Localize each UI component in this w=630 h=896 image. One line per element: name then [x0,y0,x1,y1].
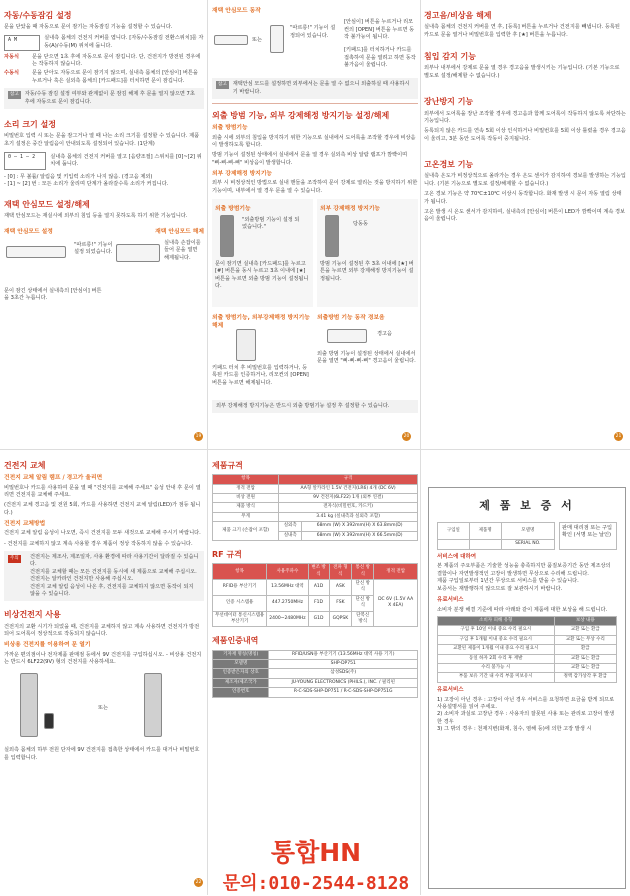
rf-cell: F1D [308,595,329,611]
rf-cell: 단복신 방식 [352,611,374,627]
off-a-label: 외출 방범기능, 외부강제해정 방지기능 해제 [212,314,313,330]
battery-t1: 비밀번호나 카드를 사용하여 문을 열 때 "건전지를 교체해 주세요" 음성 안내 후 문이 열리면 건전지를 교체해 주세요. [4,485,204,500]
auto-note: 자동/수동 잠김 설정 여부와 관계없이 문 잠김 해제 후 문을 열지 않으면 7초 후에 자동으로 문이 잠깁니다. [25,91,200,106]
sound-line-1: - [0] : 무 볼륨/ 알림음 및 키입력 소리가 나지 않음. (경고음 제외) [4,174,204,181]
cert-value: JU-YOUNG ELECTRONICS (PHILS.), INC. / 필리핀 [269,678,418,687]
page-21 [424,4,626,444]
rf-cell: FSK [329,595,352,611]
cert-list-title: 제품인증내역 [212,635,418,646]
service-3: 보증서는 재발행하지 않으므로 잘 보관하시기 바랍니다. [437,586,617,593]
heat-title: 고온경보 기능 [424,159,626,170]
prank-title: 장난방지 기능 [424,96,626,107]
rf-cell: 무선데이터 통신시스템용 부산기기 [213,611,267,627]
safe-mode-title: 재택 안심모드 설정/해제 [4,199,204,210]
safe-action-title: 재택 안심모드 동작 [212,7,418,15]
emergency-or: 또는 [98,705,108,712]
service-1: 본 제품의 주요부품은 기술한 성능을 충족하지만 품질보증기간 동안 제조상의 결함이나 자연발생적인 고장이 발생하면 무상으로 수리해 드립니다. [437,563,617,578]
paid-2: 2) 소비자 과실로 고장난 경우 : 사용자의 잘못된 사용 또는 관리로 고장이 발생한 경우 [437,711,617,726]
lock-image [325,215,339,257]
comp-cell: 교환 또는 환급 [554,654,616,663]
rf-cell: 단신 방식 [352,595,374,611]
paid-title: 유료서비스 [437,687,617,695]
cert-key: 모델명 [213,660,269,669]
bubble-b: 당동동 [353,221,368,228]
cert-value: R-C-SDS-SHP-DP751 / R-C-SDS-SHP-DP751G [269,688,418,697]
indoor-lock-image [214,35,248,45]
rf-cell: ASK [329,580,352,596]
safe-desc: 문이 잠긴 상태에서 실내측의 [안심이] 버튼을 3초간 누릅니다. [4,288,104,303]
rf-cell: 인증 시스템용 [213,595,267,611]
outing-h1: 외출 방범기능 [212,124,418,132]
bubble-a: "외출방범 기능이 설정 되었습니다." [242,217,302,232]
rf-cell: A1D [308,580,329,596]
spec-size-value: 68mm (W) X 392mm(H) X 63.8mm(D) [302,522,418,531]
img-b-label: 외부 강제해정 방지기능 [320,205,415,213]
prank-text: 외부에서 도어록을 장난 조작할 경우에 경고음과 함께 도어록이 작동하지 않도록 차단하는 기능입니다. [424,111,626,126]
cert-value: RFID/USN용 부산기기 (13.56MHz 대역 사용 기기) [269,650,418,659]
rf-head: 사용주파수 [267,564,308,580]
warning-2: 건전지를 교체할 때는 모든 건전지를 동시에 새 제품으로 교체해 주십시오. [30,569,200,576]
auto-lock-text: 문을 닫았을 때 자동으로 문이 잠기는 자동잠김 기능을 설정할 수 있습니다. [4,24,204,31]
safe-action-desc: [안심이] 버튼을 누르거나 리모컨의 [OPEN] 버튼을 누르면 동작 불가능이 됩니다. [344,19,416,41]
divider [0,449,630,450]
warranty-certificate [428,487,626,889]
caption-c: 키패드 터치 후 비밀번호를 입력하거나, 등록된 카드를 인증하거나, 리모컨의 [OPEN] 버튼을 누르면 해제됩니다. [212,365,312,387]
emergency-title: 비상건전지 사용 [4,609,204,620]
page-number-20: 20 [402,432,411,441]
page-22 [4,454,204,892]
keypad-image [236,329,256,361]
dealer-stamp: 판매 대리점 또는 구입 확인 (서명 또는 날인) [559,522,617,550]
spec-size-value: 68mm (W) X 392mm(H) X 66.5mm(D) [302,531,418,540]
comp-cell: 정액 감가상각 후 환급 [554,673,616,682]
warranty-head: 모델명 [501,522,554,540]
battery-title: 건전지 교체 [4,460,204,471]
divider [212,103,418,104]
off-b-label: 외출방범 기능 동작 경보음 [317,314,418,322]
divider [420,0,421,895]
battery-h2: 건전지 교체방법 [4,520,204,528]
rf-cell: RFID용 부산기기 [213,580,267,596]
comp-head: 보상 내용 [554,617,616,626]
emergency-text: 건전지의 교환 시기가 되었을 때, 건전지를 교체하지 않고 계속 사용하면 건전지가 방전되어 도어록이 정상적으로 작동되지 않습니다. [4,624,204,639]
emergency-h: 비상용 건전지를 이용하여 문 열기 [4,641,204,649]
lock-with-battery-image [20,673,38,737]
safe-action-desc-2: [키패드]를 터치하거나 카드를 접촉하여 문을 열려고 하면 동작 불가음이 울립니다. [344,47,416,69]
cert-key: 인증번호 [213,688,269,697]
cert-table [212,650,418,698]
spec-size-key: 실내측 [279,531,302,540]
spec-row-key: 제품 방식 [213,503,279,512]
rf-table [212,563,418,627]
cert-value: SHP-DP751 [269,660,418,669]
paid-1: 1) 고장이 아닌 경우 : 고장이 아닌 경우 서비스를 요청하면 요금을 받게 되므로 사용설명서를 읽어 주세요. [437,697,617,712]
outing-h2: 외부 강제해정 방지기능 [212,170,418,178]
comp-cell: 교환 또는 환급 [554,663,616,672]
page-20 [212,4,418,444]
battery-t1b: (건전지 교체 경고음 및 전원 5회, 카드를 사용하면 건전지 교체 알림(LED)가 점등 됩니다.) [4,502,204,517]
rf-title: RF 규격 [212,549,418,560]
spec-size-key: 실외측 [279,522,302,531]
safe-bubble: "따르릉!" 기능이 설정되어 있습니다. [290,25,338,40]
rf-head: 항목 [213,564,267,580]
divider [207,0,208,895]
comp-cell: 부품 보유 기간 내 수리 부품 미보유시 [438,673,555,682]
safe-bubble-2: 실내측 손잡이를 들어 문을 열면 해제됩니다. [164,240,204,262]
manual-value: 문을 닫아도 자동으로 문이 잠기지 않으며, 실내측 몸체의 [안심이] 버튼을 누르거나 혹은 실외측 몸체의 [카드패드]를 터치하면 문이 잠깁니다. [32,70,204,85]
auto-value: 문을 닫으면 1초 후에 자동으로 문이 잠깁니다. 단, 건전지가 방전된 경우에는 작동하지 않습니다. [32,54,204,69]
warranty-info-table [437,522,555,550]
sound-title: 소리 크기 설정 [4,119,204,130]
warning-1: 건전지는 제조사, 제조일자, 사용 환경에 따라 사용기간이 달라질 수 있습니다. [30,554,200,569]
spec-size-label: 제품 크기 (손잡이 포함) [213,522,279,541]
note-tag: 참고 [8,91,21,99]
lock-image [220,215,234,257]
intrude-text: 외부나 내부에서 강제로 문을 열 경우 경고음을 발생시키는 기능입니다. (기본 기능으로 별도로 설정/해제할 수 없습니다.) [424,65,626,80]
heat-text-2: 고온 경보 기능은 약 70℃±10℃ 이상시 동작합니다. 화재 발생 시 문이 자동 열림 상태가 됩니다. [424,191,626,206]
caption-b: 방범 기능이 설정된 후 3초 이내에 [★] 버튼을 누르면 외부 강제해정 방지기능이 설정됩니다. [320,261,414,283]
spec-row-value: 9V 건전지(6LF22) 1개 (외부 연결) [279,494,418,503]
comp-cell: 구입 후 1개월 이내 중요 수리 필요시 [438,635,555,644]
heat-text: 실내측 온도가 비정상적으로 올라가는 경우 온도 센서가 감지하여 경보를 발생하는 기능입니다. (기본 기능으로 별도로 설정/해제할 수 없습니다.) [424,173,626,188]
switch-desc: 실내측 몸체의 건전지 커버를 엽니다. [자동/수동잠김 전환스위치]를 자동(A)/수동(M) 위치에 둡니다. [44,35,204,50]
emergency-t: 가까운 편의점이나 전자제품 판매점 등에서 9V 건전지를 구입하십시오. - 비상용 건전지는 반드시 6LF22(9V) 형의 건전지를 사용하세요. [4,652,204,667]
alarm-text: 실내측 몸체의 건전지 커버를 연 후, [등록] 버튼을 누르거나 건전지를 빼냅니다. 등록된 카드로 문을 열거나 비밀번호를 입력한 후 [★] 버튼을 누릅니다. [424,24,626,39]
paid-3: 3) 그 밖의 경우 : 천재지변(화재, 침수, 염해 등)에 의한 고장 발생 시 [437,726,617,733]
safe-bubble-1: "따르릉!" 기능이 설정 되었습니다. [74,242,114,257]
or-label: 또는 [252,37,262,44]
comp-cell: 교환된 제품이 1개월 이내 중요 수리 필요시 [438,645,555,654]
intrude-title: 침입 감지 기능 [424,51,626,62]
safe-set-label: 재택 안심모드 설정 [4,228,53,236]
handle-image [327,329,367,343]
spec-row-key: 비상 전원 [213,494,279,503]
comp-cell: 교환 또는 환급 [554,626,616,635]
spec-head-value: 규격 [279,475,418,484]
sound-line-2: - [1] ~ [2] 번 : 모든 소리가 울리며 단계가 올라갈수록 소리가 커집니다. [4,181,204,188]
warranty-head: 제품명 [469,522,501,540]
safe-note: 재택안심 모드를 설정하면 외부에서는 문을 열 수 없으니 외출하실 때 사용하시기 바랍니다. [233,81,414,96]
spec-row-key: 무게 [213,512,279,521]
warning-tag: 주의 [8,555,21,563]
caption-d: 외출 방범 기능이 설정된 상태에서 실내에서 문을 열면 "삐-삐-삐-삐" 경고음이 울립니다. [317,351,417,366]
auto-lock-title: 자동/수동잠김 설정 [4,10,204,21]
indoor-lock-image [6,246,66,258]
rf-cell: G1D [308,611,329,627]
safe-mode-text: 재택 안심모드는 재실시에 외부의 침입 등을 열지 못하도록 하기 위한 기능입니다. [4,213,204,220]
cert-key: 제조자/제조국가 [213,678,269,687]
handle-image [116,244,160,262]
remote-image [270,25,284,53]
auto-manual-switch: A M [4,35,40,51]
cert-key: 기자재 명칭(명칭) [213,650,269,659]
compensation-text: 소비자 분쟁 해결 기준에 따라 아래와 같이 제품에 대한 보상을 해 드립니다. [437,607,617,614]
service-2: 제품 구입일로부터 1년간 무상으로 서비스를 받을 수 있습니다. [437,578,617,585]
warranty-title: 제 품 보 증 서 [437,498,617,514]
outing-t1b: 방범 기능이 설정된 상태에서 실내에서 문을 열 경우 실외측 비상 알람 램프가 깜빡이며 "삐-삐-삐-삐" 비상음이 발생합니다. [212,152,418,167]
outing-note: 외부 강제해정 방지기능은 반드시 외출 방범기능 설정 후 설정할 수 있습니다. [216,403,389,410]
comp-head: 소비자 피해 유형 [438,617,555,626]
rf-cell: 13.56MHz 대역 [267,580,308,596]
sound-text: 비밀번호 입력 시 또는 문을 잠그거나 열 때 나는 소리 크기를 설정할 수 있습니다. 제품 초기 설정은 중간 알림음이 안내되도록 설정되어 있습니다. (1단계) [4,133,204,148]
prank-text-2: 등록되지 않은 카드를 연속 5회 이상 인식하거나 비밀번호를 5회 이상 틀렸을 경우 경고음이 울리고, 3분 동안 도어록 작동이 중지됩니다. [424,128,626,143]
ad-phone: 문의:010-2544-8128 [212,871,420,896]
emergency-t2: 실외측 몸체의 하부 전원 단자에 9V 건전지를 접촉한 상태에서 카드를 대거나 비밀번호를 입력합니다. [4,747,204,762]
safe-off-label: 재택 안심모드 해제 [155,228,204,236]
rf-cell: 단신 방식 [352,580,374,596]
battery-t2b: - 건전지를 교체하지 않고 계속 사용할 경우 제품이 정상 작동하지 않을 수 있습니다. [4,541,204,548]
rf-volt: DC 6V (1.5V AA X 4EA) [374,580,418,627]
note-tag: 참고 [216,81,229,89]
auto-key: 자동식 [4,54,28,69]
rf-head: 정격 전압 [374,564,418,580]
manual-key: 수동식 [4,70,28,85]
heat-text-3: 고온 발생 시 온도 센서가 감지하여, 실내측의 [안심이] 버튼이 LED가 깜빡이며 계속 경보음이 울립니다. [424,209,626,224]
ad-brand: 통합HN [212,835,420,871]
spec-row-value: 3.41 kg (실내측과 실외측 포함) [279,512,418,521]
page-number-22: 22 [194,878,203,887]
warranty-blank [438,540,470,549]
warranty-blank [469,540,501,549]
comp-cell: 동일 하자 2회 수리 후 재발 [438,654,555,663]
spec-head-item: 항목 [213,475,279,484]
spec-page [212,454,418,834]
spec-title: 제품규격 [212,460,418,471]
outing-t2: 외부 시 비정상적인 방법으로 실내 핸들을 조작하여 문이 강제로 열리는 것을 방지하기 위한 기능이며, 내부에서 열 경우 문을 열 수 있습니다. [212,180,418,195]
warning-4: 건전지 교체 알림 음성이 나온 후, 건전지를 교체하지 않으면 동작이 되지 않을 수 있습니다. [30,584,200,599]
spec-row-key: 정격 전압 [213,484,279,493]
rf-cell: 447.2750MHz [267,595,308,611]
comp-cell: 교환 또는 무상 수리 [554,635,616,644]
rf-head: 변조 방식 [308,564,329,580]
rf-head: 전파 형식 [329,564,352,580]
service-title: 서비스에 대하여 [437,554,617,562]
comp-cell: 환급 [554,645,616,654]
cert-value: 삼성SDS(주) [269,669,418,678]
cert-key: 인증받은자의 상호 [213,669,269,678]
warranty-head: 구입일 [438,522,470,540]
compensation-table [437,616,617,683]
rf-cell: 2400~2480MHz [267,611,308,627]
battery-t2: 건전지 교체 알림 음성이 나오면, 즉시 건전지를 모두 새것으로 교체해 주시기 바랍니다. [4,530,204,537]
warning-3: 건전지는 알카라인 건전지만 사용해 주십시오. [30,576,200,583]
battery-h1: 건전지 교체 알림 램프 / 경고가 울리면 [4,474,204,482]
outing-t1: 외출 시에 외부의 침입을 방지하기 위한 기능으로 실내에서 도어록을 조작할 경우에 비상음이 발생하도록 합니다. [212,135,418,150]
img-a-label: 외출 방범기능 [215,205,310,213]
sound-desc: 실내측 몸체의 건전지 커버를 열고 [음량조절] 스위치를 [0]~[2] 위치에 둡니다. [50,154,204,169]
spec-row-value: AA형 알카라인 1.5V 건전지(LR6) 4개 (DC 6V) [279,484,418,493]
battery-9v-image [44,713,54,729]
rf-head: 통신 방식 [352,564,374,580]
comp-cell: 구입 후 10일 이내 중요 수리 필요시 [438,626,555,635]
outing-title: 외출 방범 기능, 외부 강제해정 방지기능 설정/해제 [212,110,418,121]
bubble-c: 경고음 [377,331,392,338]
spec-row-value: 전자식(비밀번호, 카드키) [279,503,418,512]
rf-cell: GQPSK [329,611,352,627]
page-number-19: 19 [194,432,203,441]
warranty-head: SERIAL NO. [501,540,554,549]
caption-a: 문이 잠기면 실내측 [카드패드]를 누르고 [#] 버튼을 동시 누르고 3초 이내에 [★] 버튼을 누르면 외출 방범 기능이 설정됩니다. [215,261,309,291]
spec-table [212,474,418,541]
page-19 [4,4,204,444]
advertisement [212,835,420,896]
lock-with-battery-image [144,673,162,737]
alarm-title: 경고음/비상음 해제 [424,10,626,21]
sound-switch: 0 — 1 — 2 [4,152,46,170]
page-number-21: 21 [614,432,623,441]
compensation-title: 유료서비스 [437,597,617,605]
comp-cell: 수리 불가능 시 [438,663,555,672]
